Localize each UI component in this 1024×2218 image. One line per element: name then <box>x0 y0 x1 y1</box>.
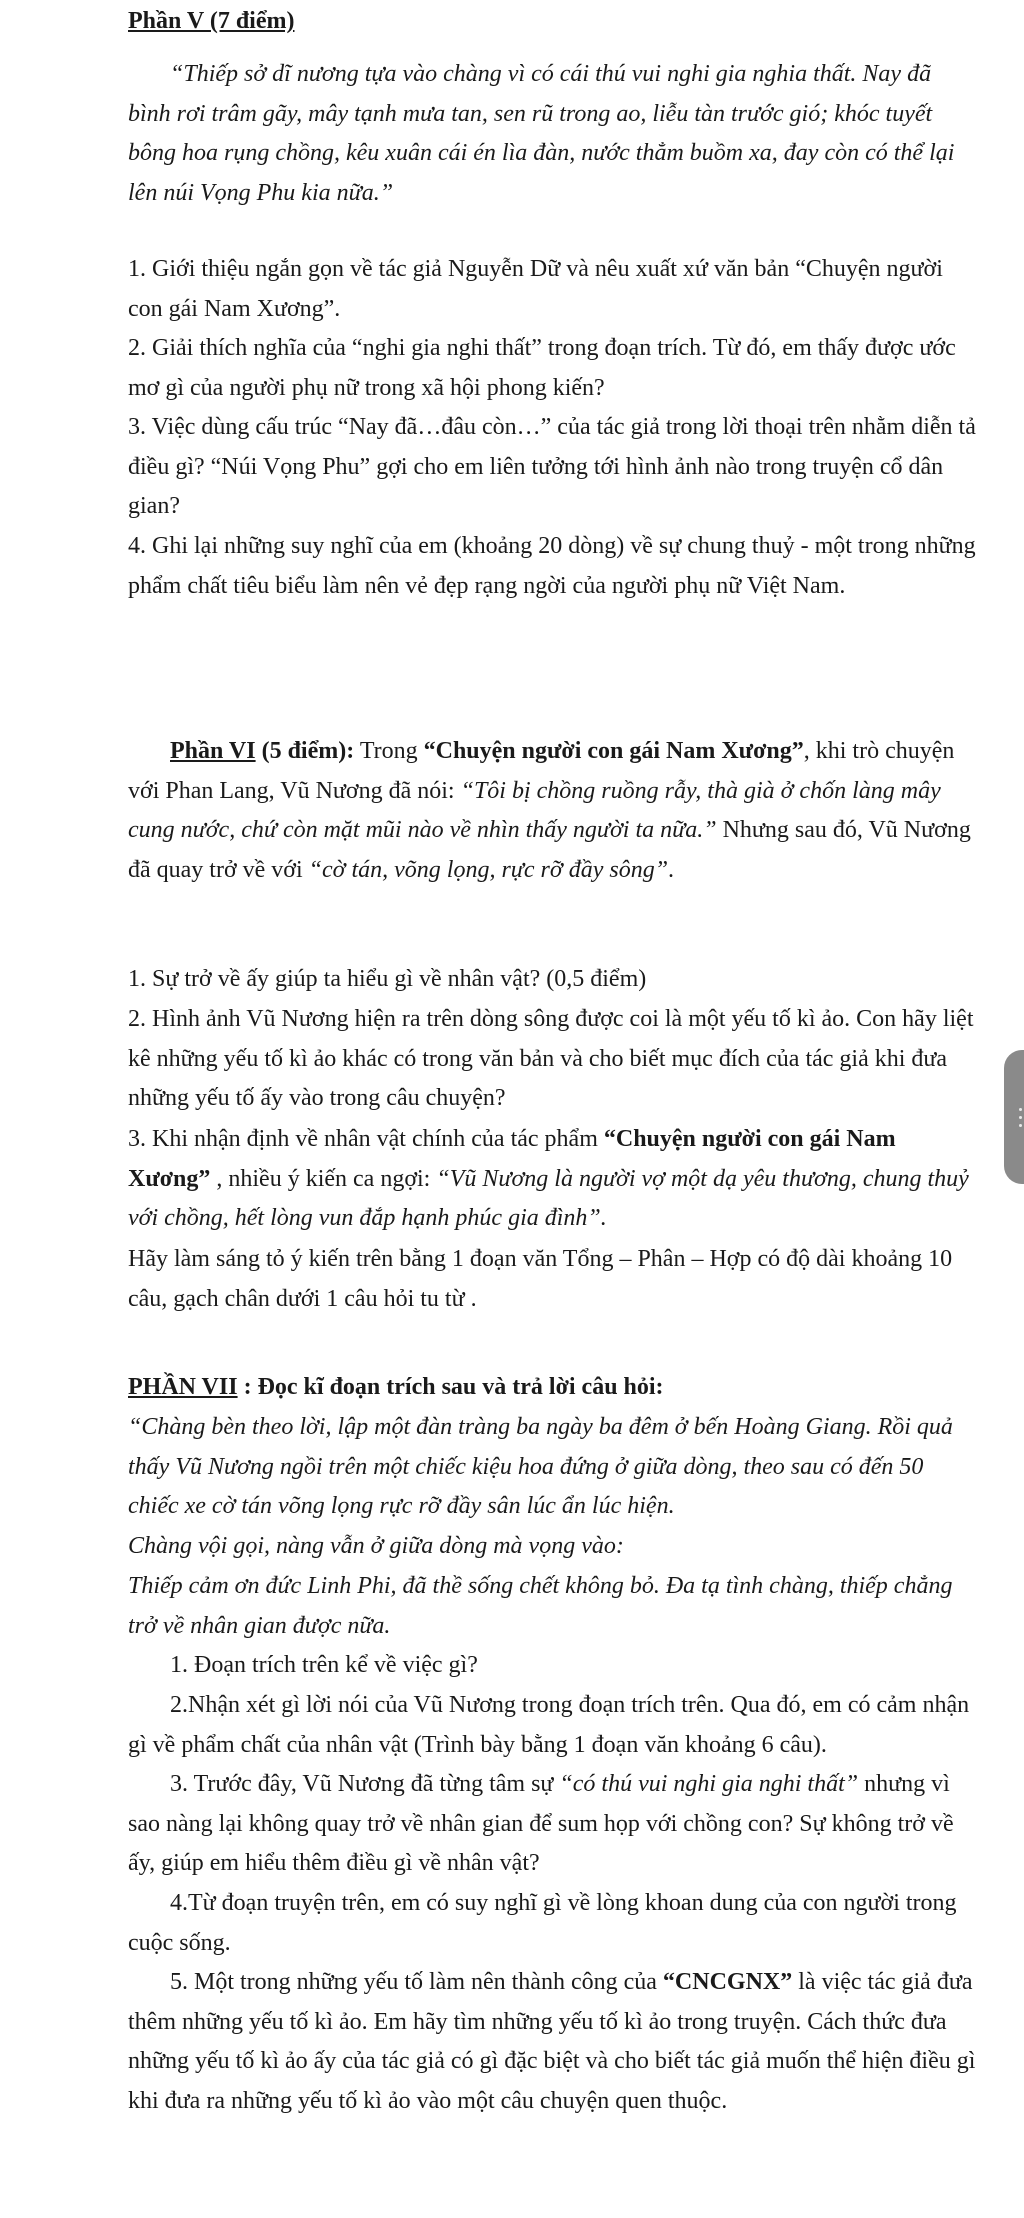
part6-q3-story-title: “Chuyện người con gái Nam Xương” <box>128 1126 896 1192</box>
scroll-handle-dot <box>1019 1116 1022 1119</box>
part6-intro <box>128 732 978 890</box>
scroll-handle-dot <box>1019 1108 1022 1111</box>
part6-question-3 <box>128 1120 978 1239</box>
part7-question-3 <box>128 1765 978 1884</box>
part6-heading: Phần VI <box>170 738 256 764</box>
part6-quote-1: “Tôi bị chồng ruồng rẫy, thà già ở chốn làng mây cung nước, chứ còn mặt mũi nào về nhìn thấy người ta nữa.” <box>128 777 941 843</box>
part7-q3-text-1: 3. Trước đây, Vũ Nương đã từng tâm sự <box>170 1771 560 1797</box>
part7-question-4: 4.Từ đoạn truyện trên, em có suy nghĩ gì về lòng khoan dung của con người trong cuộc sống. <box>128 1890 957 1956</box>
scroll-handle[interactable] <box>1004 1050 1024 1184</box>
part6-intro-text-1: Trong <box>354 738 424 764</box>
part5-question-1: 1. Giới thiệu ngắn gọn về tác giả Nguyễn Dữ và nêu xuất xứ văn bản “Chuyện người con gái Nam Xương”. <box>128 256 943 322</box>
part7-q3-quote: “có thú vui nghi gia nghi thất” <box>559 1771 859 1797</box>
part7-quote-3: Thiếp cảm ơn đức Linh Phi, đã thề sống chết không bỏ. Đa tạ tình chàng, thiếp chẳng trở về nhân gian được nữa. <box>128 1573 953 1639</box>
part7-question-1: 1. Đoạn trích trên kể về việc gì? <box>170 1652 478 1678</box>
part6-q3-text-1: 3. Khi nhận định về nhân vật chính của tác phẩm <box>128 1126 604 1152</box>
part6-intro-text-4: . <box>668 856 675 883</box>
part7-question-5 <box>128 1963 978 2121</box>
part7-question-2: 2.Nhận xét gì lời nói của Vũ Nương trong đoạn trích trên. Qua đó, em có cảm nhận gì về phẩm chất của nhân vật (Trình bày bằng 1 đoạn văn khoảng 6 câu). <box>128 1692 970 1758</box>
part7-quote-1: “Chàng bèn theo lời, lập một đàn tràng ba ngày ba đêm ở bến Hoàng Giang. Rồi quả thấy Vũ Nương ngồi trên một chiếc kiệu hoa đứng ở giữa dòng, theo sau có đến 50 chiếc xe cờ tán võng lọng rực rỡ đầy sân lúc ẩn lúc hiện. <box>128 1414 953 1519</box>
part6-intro-text-3: Nhưng sau đó, Vũ Nương đã quay trở về với <box>128 817 971 883</box>
part6-story-title: “Chuyện người con gái Nam Xương” <box>423 738 804 764</box>
part7-title: : Đọc kĩ đoạn trích sau và trả lời câu hỏi: <box>237 1374 664 1400</box>
part6-colon: : <box>346 738 355 764</box>
part7-heading <box>128 1368 978 1408</box>
scroll-handle-dot <box>1019 1124 1022 1127</box>
part6-intro-text-2: , khi trò chuyện với Phan Lang, Vũ Nương đã nói: <box>128 738 955 804</box>
part7-q5-text-2: là việc tác giả đưa thêm những yếu tố kì ảo. Em hãy tìm những yếu tố kì ảo trong truyện. Cách thức đưa những yếu tố kì ảo ấy của tác giả có gì đặc biệt và cho biết tác giả muốn thể hiện điều gì khi đưa ra những yếu tố kì ảo vào một câu chuyện quen thuộc. <box>128 1969 976 2114</box>
part6-question-2: 2. Hình ảnh Vũ Nương hiện ra trên dòng sông được coi là một yếu tố kì ảo. Con hãy liệt kê những yếu tố kì ảo khác có trong văn bản và cho biết mục đích của tác giả khi đưa những yếu tố ấy vào trong câu chuyện? <box>128 1006 974 1111</box>
part7-q3-text-2: nhưng vì sao nàng lại không quay trở về nhân gian để sum họp với chồng con? Sự không trở về ấy, giúp em hiểu thêm điều gì về nhân vật? <box>128 1771 954 1876</box>
part6-q3-quote: “Vũ Nương là người vợ một dạ yêu thương, chung thuỷ với chồng, hết lòng vun đắp hạnh phúc gia đình”. <box>128 1165 969 1231</box>
part5-heading-text: Phần V (7 điểm) <box>128 8 295 34</box>
part6-q3-text-2: , nhiều ý kiến ca ngợi: <box>210 1165 437 1192</box>
part6-question-1: 1. Sự trở về ấy giúp ta hiểu gì về nhân vật? (0,5 điểm) <box>128 966 647 992</box>
part7-q5-abbrev: “CNCGNX” <box>662 1969 793 1995</box>
part5-heading <box>128 2 978 42</box>
part7-quote-2: Chàng vội gọi, nàng vẫn ở giữa dòng mà vọng vào: <box>128 1533 624 1559</box>
part6-points: (5 điểm) <box>255 738 347 764</box>
part6-question-3-task: Hãy làm sáng tỏ ý kiến trên bằng 1 đoạn văn Tổng – Phân – Hợp có độ dài khoảng 10 câu, gạch chân dưới 1 câu hỏi tu từ . <box>128 1246 953 1312</box>
part7-q5-text-1: 5. Một trong những yếu tố làm nên thành công của <box>170 1969 663 1995</box>
part5-question-3: 3. Việc dùng cấu trúc “Nay đã…đâu còn…” của tác giả trong lời thoại trên nhằm diễn tả điều gì? “Núi Vọng Phu” gợi cho em liên tưởng tới hình ảnh nào trong truyện cổ dân gian? <box>128 414 976 519</box>
part5-quote: “Thiếp sở dĩ nương tựa vào chàng vì có cái thú vui nghi gia nghia thất. Nay đã bình rơi trâm gãy, mây tạnh mưa tan, sen rũ trong ao, liễu tàn trước gió; khóc tuyết bông hoa rụng chồng, kêu xuân cái én lìa đàn, nước thẳm buồm xa, đay còn có thể lại lên núi Vọng Phu kia nữa.” <box>128 61 955 206</box>
part6-quote-2: “cờ tán, võng lọng, rực rỡ đầy sông” <box>308 856 669 883</box>
part5-question-4: 4. Ghi lại những suy nghĩ của em (khoảng 20 dòng) về sự chung thuỷ - một trong những phẩm chất tiêu biểu làm nên vẻ đẹp rạng ngời của người phụ nữ Việt Nam. <box>128 533 976 599</box>
part5-question-2: 2. Giải thích nghĩa của “nghi gia nghi thất” trong đoạn trích. Từ đó, em thấy được ước mơ gì của người phụ nữ trong xã hội phong kiến? <box>128 335 956 401</box>
part7-heading-text: PHẦN VII <box>128 1374 238 1400</box>
